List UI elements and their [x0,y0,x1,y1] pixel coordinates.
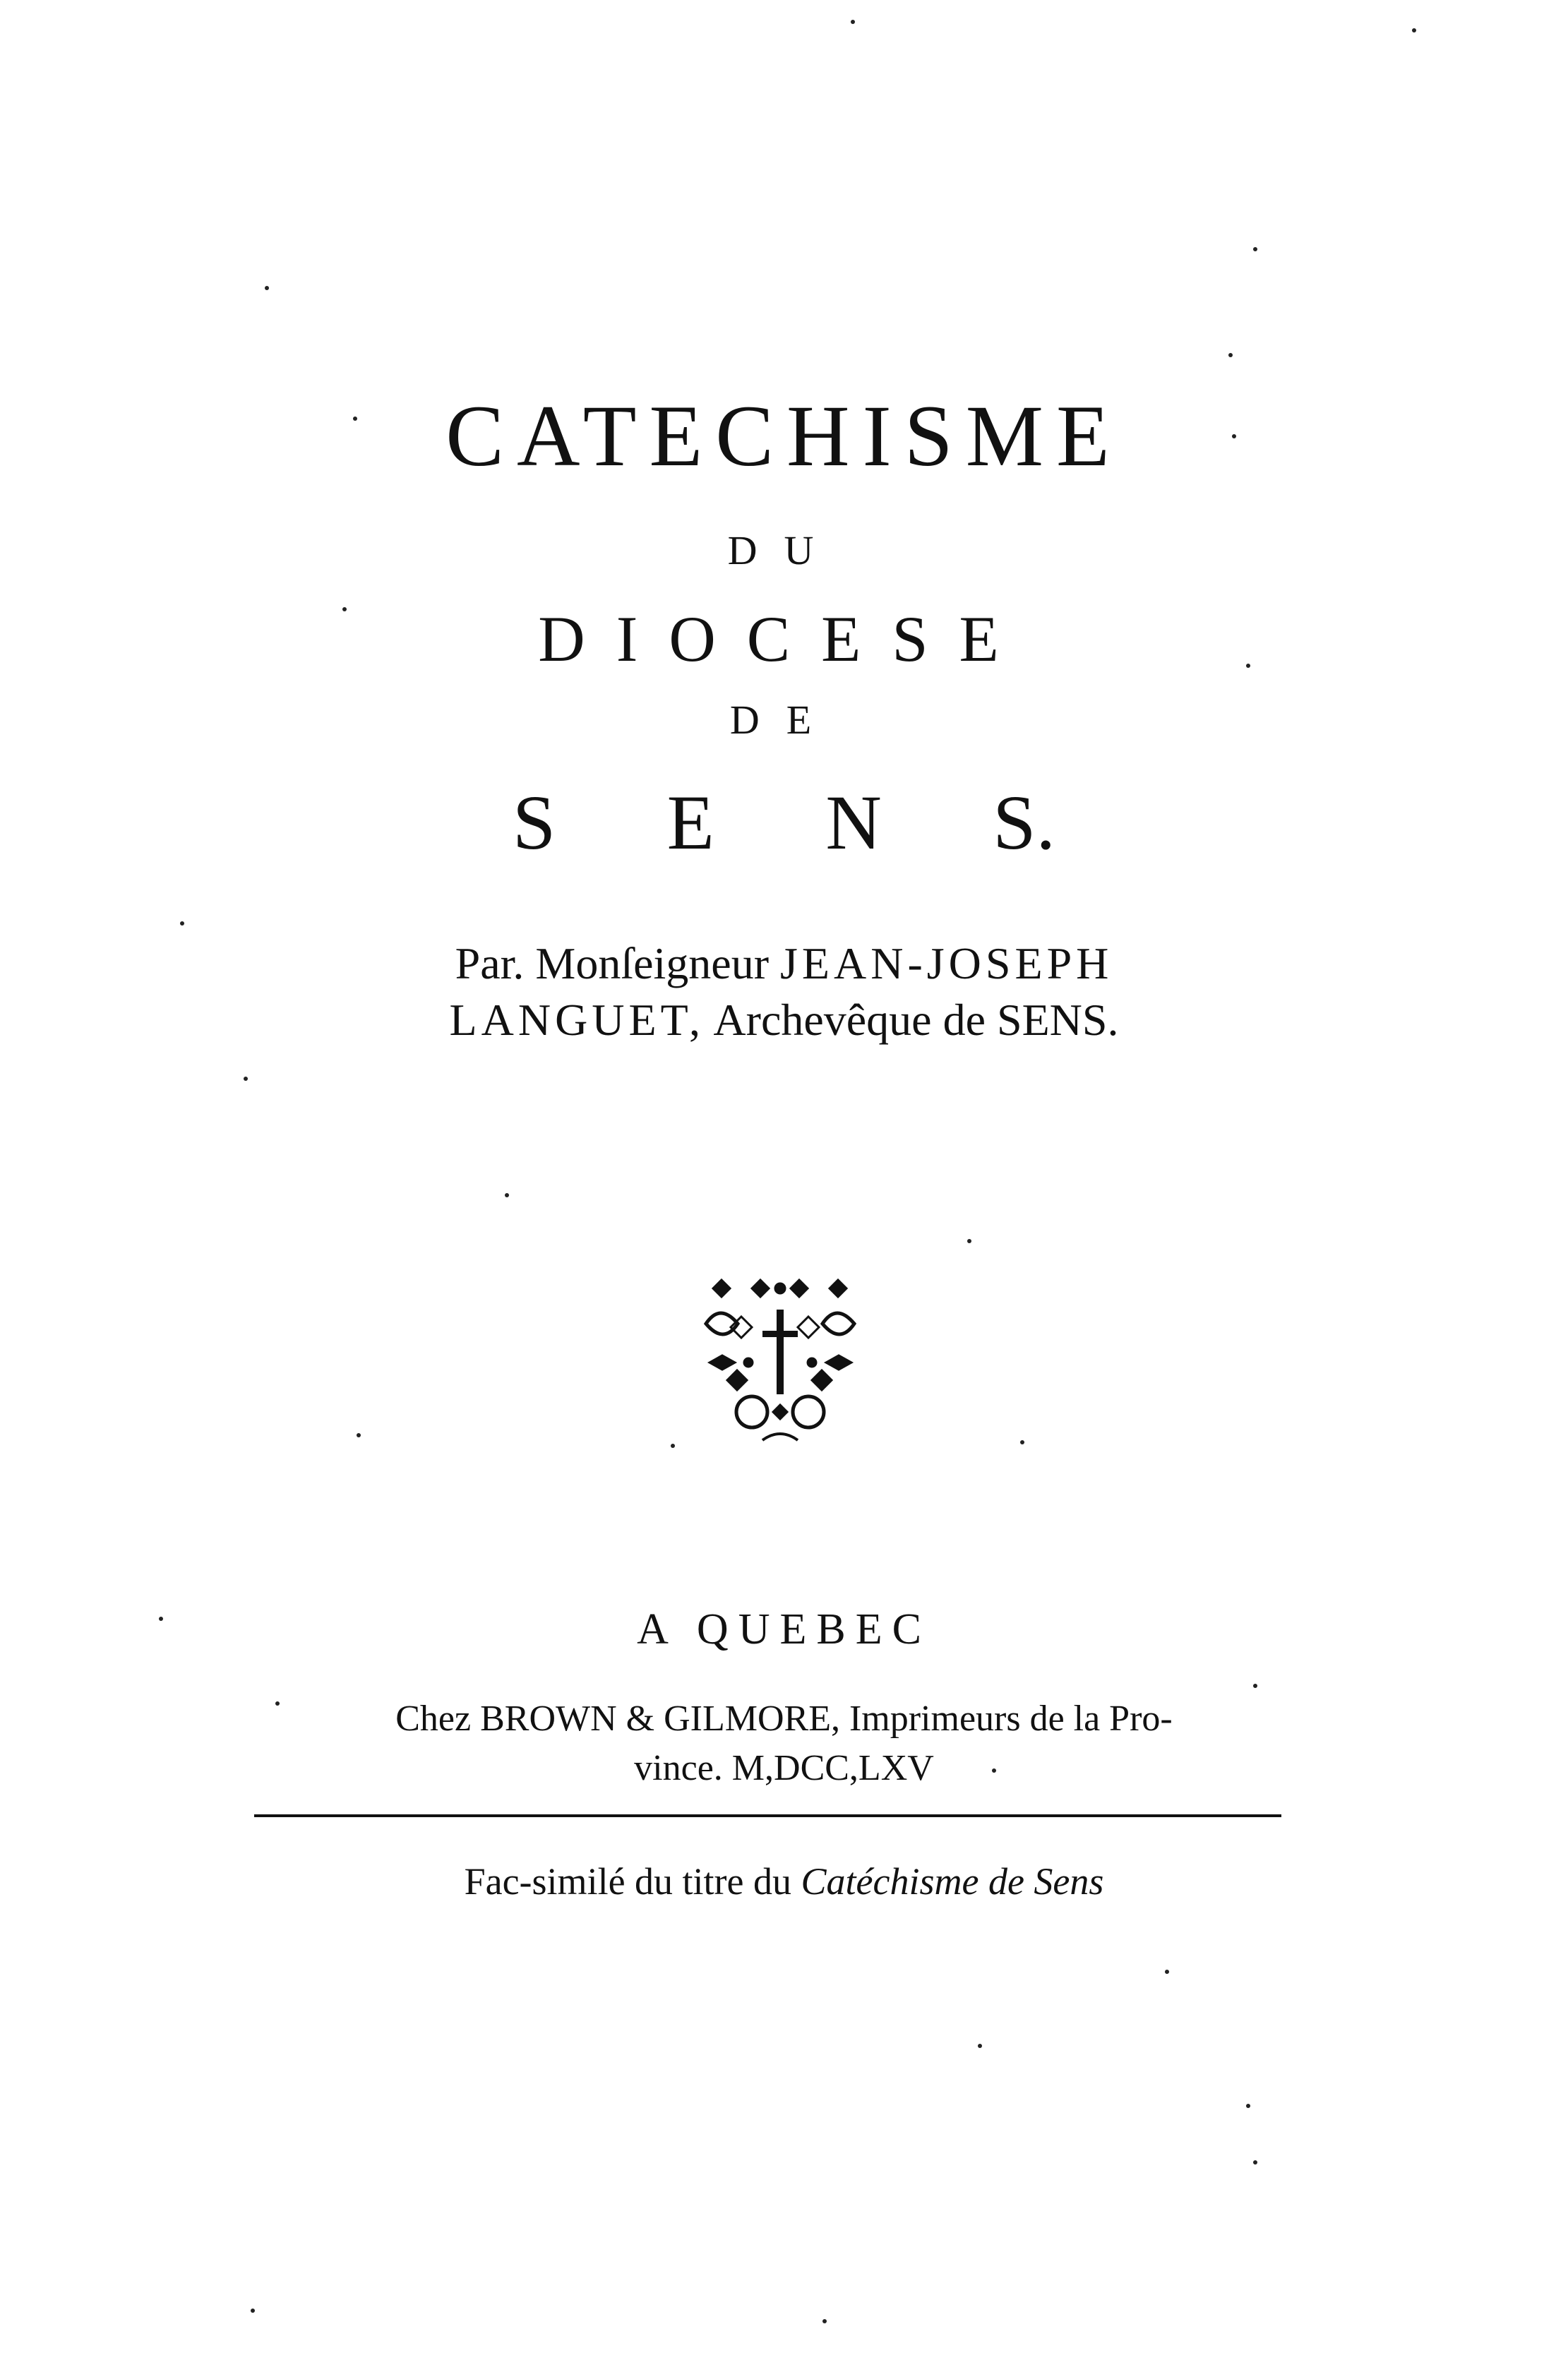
scan-speck [357,1433,361,1437]
scan-speck [505,1193,509,1197]
scan-speck [1232,434,1236,438]
scan-speck [671,1444,675,1448]
imprint-place: A QUEBEC [637,1605,931,1653]
scan-speck [1253,2160,1257,2165]
cross-ornament-icon [685,1274,875,1451]
scan-speck [353,417,357,421]
scan-speck [1412,28,1416,32]
imprint-line-1: Chez BROWN & GILMORE, Imprimeurs de la Pro- [395,1699,1173,1739]
scan-speck [1246,2104,1250,2108]
title-de: DE [729,697,839,743]
scan-speck [265,286,269,290]
scan-speck [992,1768,996,1773]
scan-speck [1020,1440,1024,1444]
scan-speck [1246,664,1250,668]
scan-speck [967,1239,971,1243]
scan-speck [244,1077,248,1081]
scan-speck [822,2319,827,2323]
scan-speck [180,921,184,926]
author-line-1 [0,935,1568,992]
scan-speck [342,607,347,611]
scan-speck [1228,353,1233,357]
title-sens: S E N S. [513,779,1055,866]
scan-speck [159,1617,163,1621]
caption [0,1857,1568,1906]
author-title: Archevêque de SENS. [704,995,1119,1045]
scan-speck [1253,247,1257,251]
scan-speck [1253,1684,1257,1688]
title-catechisme: CATECHISME [445,388,1123,484]
title-du: DU [727,527,841,573]
caption-title: Catéchisme de Sens [801,1860,1104,1903]
author-first-name: JEAN-JOSEPH [780,938,1113,988]
scan-speck [978,2044,982,2048]
scan-speck [1165,1970,1169,1974]
caption-divider [254,1814,1281,1817]
scan-speck [251,2309,255,2313]
title-diocese: DIOCESE [538,603,1030,675]
imprint-line-2: vince. M,DCC,LXV [634,1748,934,1788]
caption-text: Fac-similé du titre du [464,1860,801,1903]
imprint-block [0,1694,1568,1793]
author-last-name: LANGUET, [449,995,705,1045]
scan-speck [851,20,855,24]
author-block [0,935,1568,1048]
author-line-2 [0,992,1568,1048]
author-prefix: Par. Monſeigneur [455,938,780,988]
scan-speck [275,1701,280,1706]
